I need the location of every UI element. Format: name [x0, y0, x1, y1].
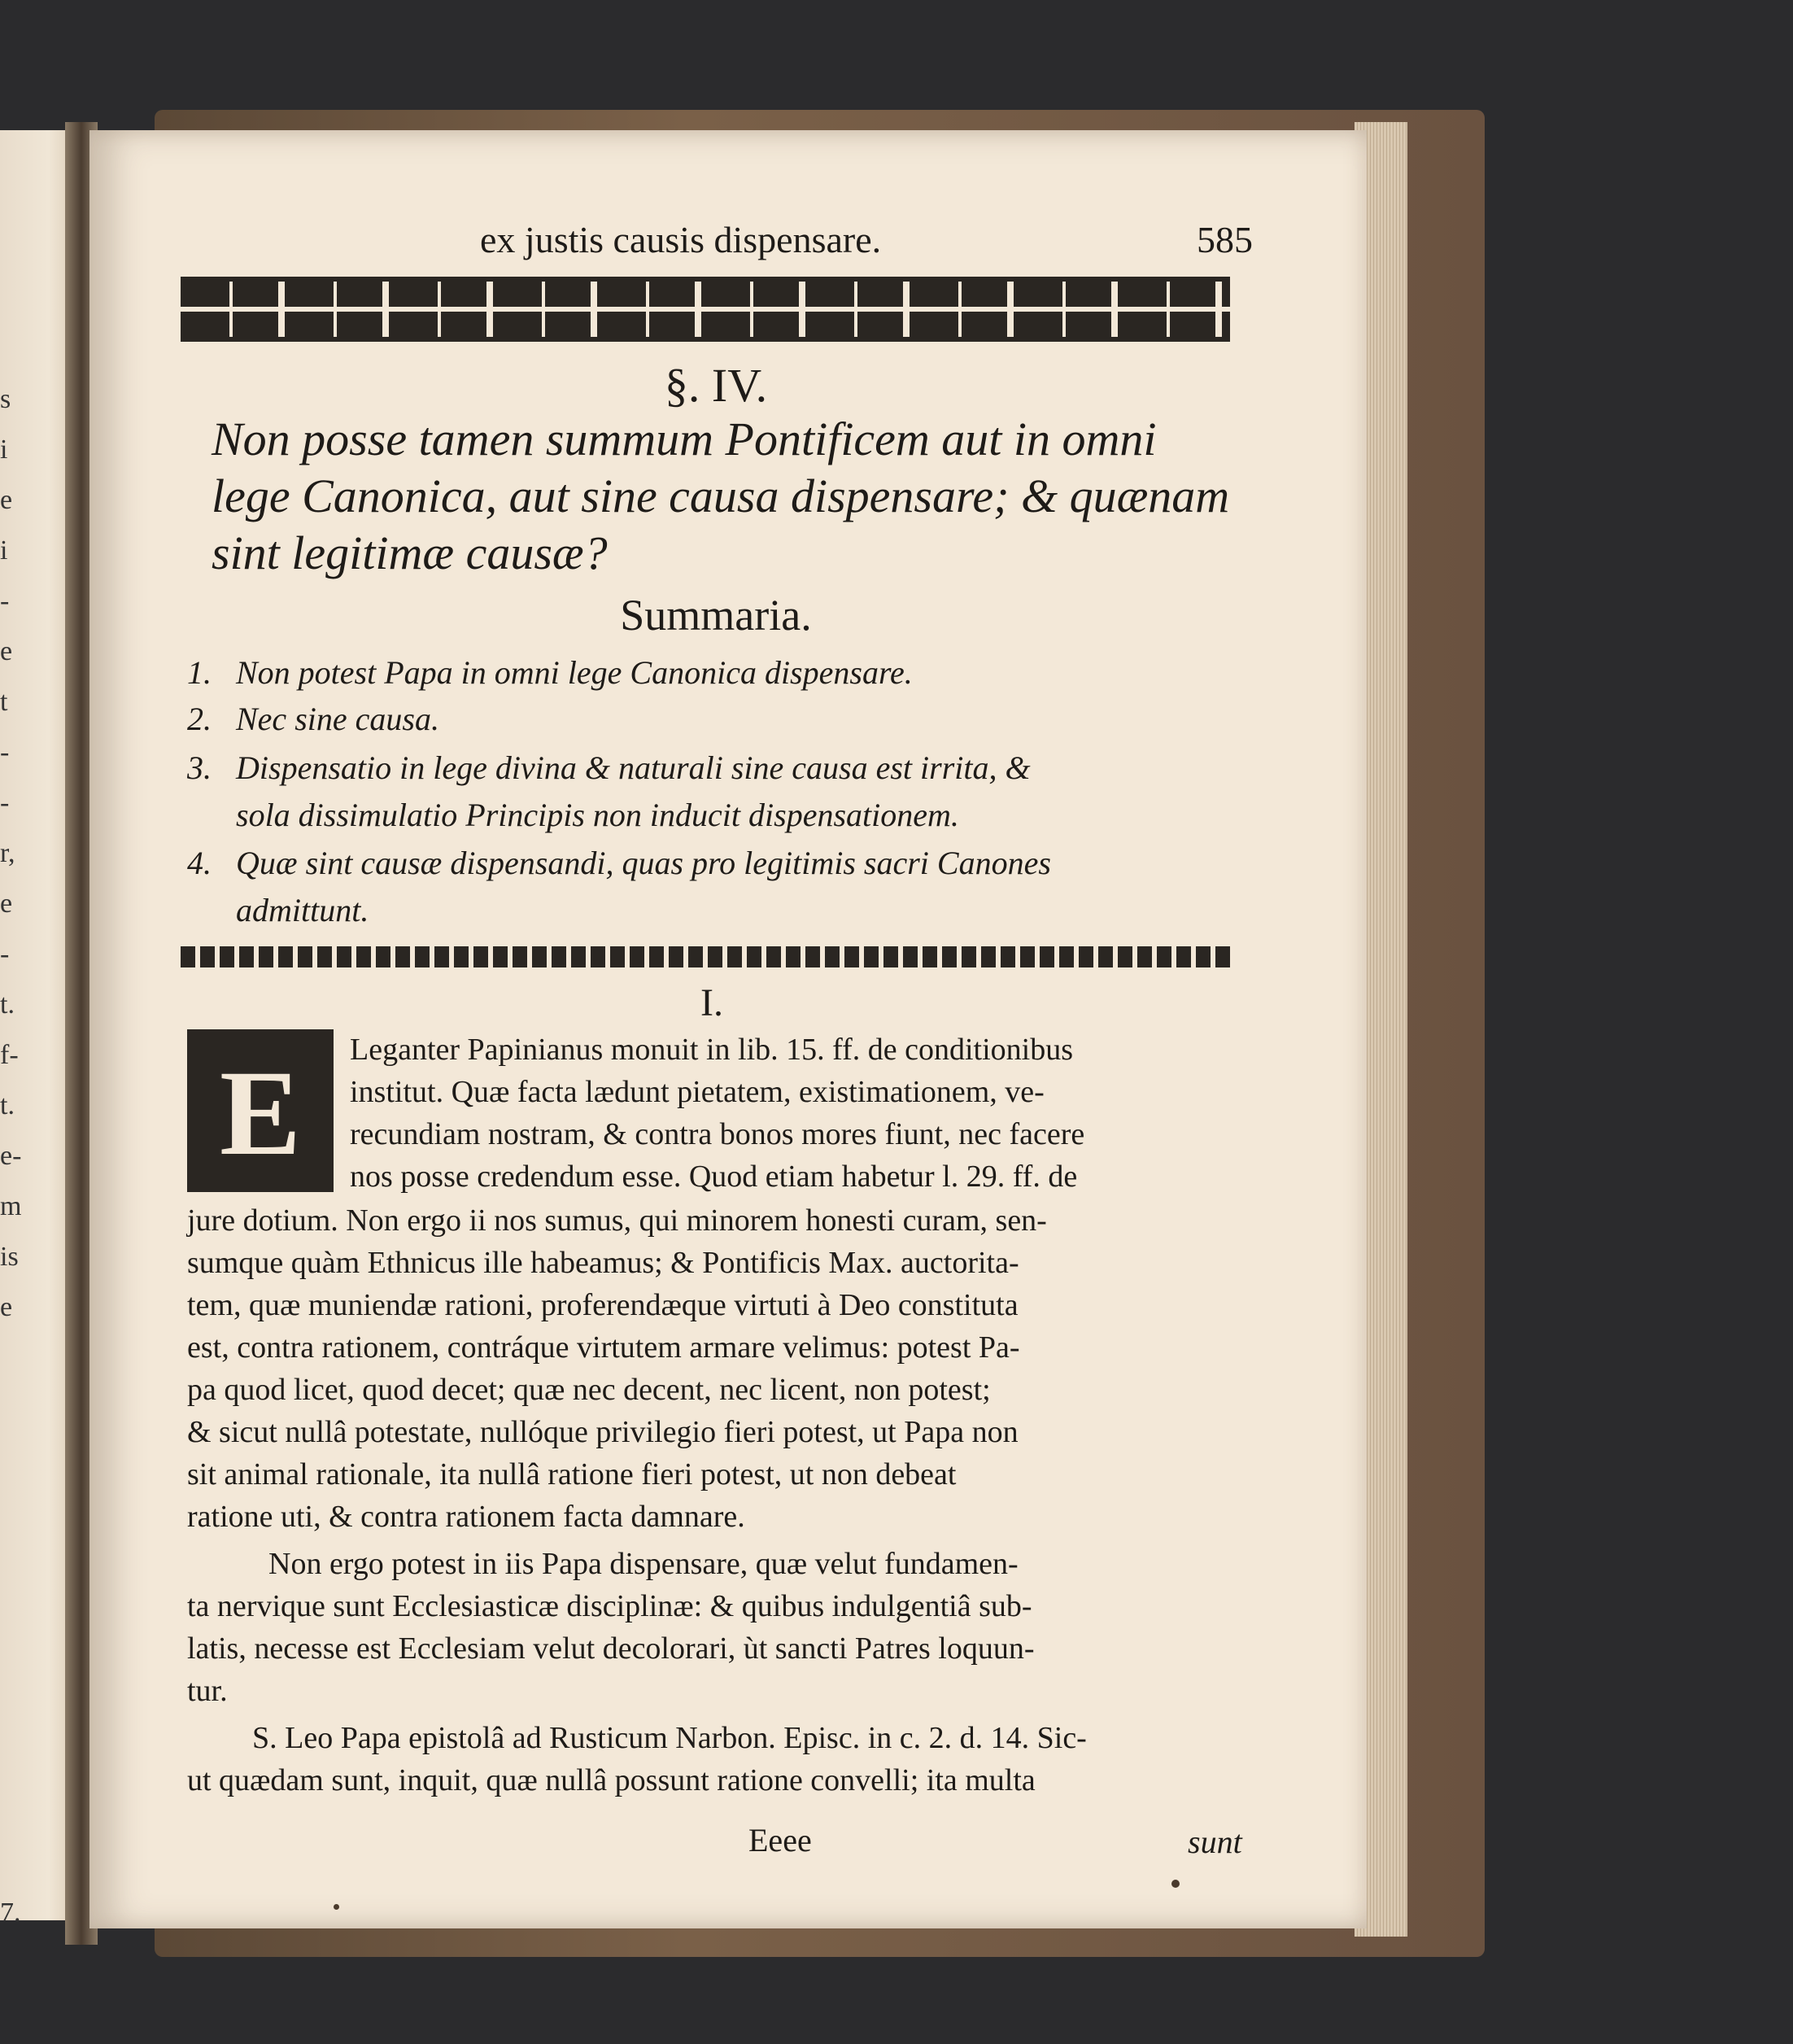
margin-letter: [0, 1535, 24, 1585]
paper-spot: [334, 1904, 339, 1910]
catchword: sunt: [1188, 1823, 1242, 1860]
margin-letter: f-: [0, 1040, 19, 1070]
paper-spot: [1171, 1880, 1180, 1888]
margin-letter: e-: [0, 1141, 22, 1171]
right-page: ex justis causis dispensare. 585 §. IV. Non posse tamen summum Pontificem aut in omni lege Canonica, aut sine causa dispensare; & quænam sint legitimæ causæ? Summaria. 1. Non potest Papa in omni lege Canonica dispensare. 2. Nec sine causa. 3. Dispensatio in lege divina & naturali sine causa est irrita, & sola dissimulatio Principis non inducit dispensationem. 4. Quæ sint causæ dispensandi, quas pro legitimis sacri Canones admittunt. I. E Leganter Papinianus monuit in lib. 15. ff. de conditionibus institut. Quæ facta lædunt pietatem, existimationem, ve- recundiam nostram, & contra bonos mores fiunt, nec facere nos posse credendum esse. Quod etiam habetur l. 29. ff. de jure dotium. Non ergo ii nos sumus, qui minorem honesti curam, sen- sumque quàm Ethnicus ille habeamus; & Pontificis Max. auctorita- tem, quæ muniendæ rationi, proferendæque virtuti à Deo constituta est, contra rationem, contráque virtutem armare velimus: potest Pa- pa quod licet, quod decet; quæ nec decent, nec licent, non potest; & sicut nullâ potestate, nullóque privilegio fieri potest, ut Papa non sit animal rationale, ita nullâ ratione fieri potest, ut non debeat ratione uti, & contra rationem facta damnare. Non ergo potest in iis Papa dispensare, quæ velut fundamen- ta nervique sunt Ecclesiasticæ disciplinæ: & quibus indulgentiâ sub- latis, necesse est Ecclesiam velut decolorari, ùt sancti Patres loquun- tur. S. Leo Papa epistolâ ad Rusticum Narbon. Episc. in c. 2. d. 14. Sic- ut quædam sunt, inquit, quæ nullâ possunt ratione convelli; ita multa Eeee sunt: [89, 130, 1367, 1928]
margin-letter: [0, 1736, 24, 1787]
margin-letter: -: [0, 939, 10, 969]
body-line: ta nervique sunt Ecclesiasticæ disciplinæ: & quibus indulgentiâ sub-: [187, 1589, 1032, 1623]
body-line: pa quod licet, quod decet; quæ nec decent, nec licent, non potest;: [187, 1373, 991, 1407]
margin-letter: r,: [0, 838, 15, 868]
margin-letter: -: [0, 586, 10, 616]
section-number: §. IV.: [664, 359, 768, 412]
margin-letter: [0, 1585, 24, 1636]
body-line: tem, quæ muniendæ rationi, proferendæque virtuti à Deo constituta: [187, 1288, 1019, 1322]
body-line: ut quædam sunt, inquit, quæ nullâ possunt ratione convelli; ita multa: [187, 1763, 1036, 1797]
body-line: est, contra rationem, contráque virtutem armare velimus: potest Pa-: [187, 1330, 1020, 1365]
drop-cap-initial: E: [187, 1029, 334, 1192]
margin-letter: i: [0, 535, 8, 566]
page-number: 585: [1197, 219, 1253, 260]
body-line: tur.: [187, 1674, 228, 1708]
margin-letter: t.: [0, 989, 15, 1020]
margin-letter: -: [0, 737, 10, 767]
margin-letter: [0, 1636, 24, 1686]
margin-letter: is: [0, 1242, 19, 1272]
margin-letter: [0, 1484, 24, 1535]
body-line: sit animal rationale, ita nullâ ratione fieri potest, ut non debeat: [187, 1457, 957, 1492]
body-line: sumque quàm Ethnicus ille habeamus; & Pontificis Max. auctorita-: [187, 1246, 1019, 1280]
margin-letter: e: [0, 1292, 13, 1322]
margin-letter: [0, 1686, 24, 1736]
left-margin-letters: [0, 374, 24, 1938]
body-line: latis, necesse est Ecclesiam velut decolorari, ùt sancti Patres loquun-: [187, 1631, 1035, 1666]
margin-letter: e: [0, 485, 13, 515]
margin-letter: [0, 1787, 24, 1837]
margin-letter: t.: [0, 1090, 15, 1120]
signature-mark: Eeee: [748, 1822, 812, 1858]
margin-letter: s: [0, 384, 11, 414]
body-line: & sicut nullâ potestate, nullóque privilegio fieri potest, ut Papa non: [187, 1415, 1019, 1449]
margin-letter: t: [0, 687, 8, 717]
body-line: nos posse credendum esse. Quod etiam habetur l. 29. ff. de: [350, 1160, 1078, 1194]
body-line: institut. Quæ facta lædunt pietatem, existimationem, ve-: [350, 1075, 1045, 1109]
margin-letter: [0, 1333, 24, 1383]
body-line: recundiam nostram, & contra bonos mores fiunt, nec facere: [350, 1117, 1085, 1151]
body-line: Non ergo potest in iis Papa dispensare, quæ velut fundamen-: [268, 1547, 1019, 1581]
body-line: Leganter Papinianus monuit in lib. 15. ff. de conditionibus: [350, 1033, 1074, 1067]
margin-letter: e: [0, 636, 13, 666]
divider-ornament: [181, 946, 1230, 967]
margin-letter: 7.: [0, 1898, 21, 1928]
body-line: S. Leo Papa epistolâ ad Rusticum Narbon. Episc. in c. 2. d. 14. Sic-: [252, 1721, 1087, 1755]
margin-letter: -: [0, 788, 10, 818]
body-line: jure dotium. Non ergo ii nos sumus, qui minorem honesti curam, sen-: [187, 1203, 1047, 1238]
margin-letter: [0, 1434, 24, 1484]
header-ornament: [181, 277, 1230, 342]
body-line: ratione uti, & contra rationem facta damnare.: [187, 1500, 745, 1534]
summaria-title: Summaria.: [620, 591, 812, 640]
section-heading: Non posse tamen summum Pontificem aut in omni lege Canonica, aut sine causa dispensare; & quænam sint legitimæ causæ?: [212, 413, 1230, 579]
margin-letter: [0, 1383, 24, 1434]
margin-letter: [0, 1837, 24, 1888]
margin-letter: m: [0, 1191, 22, 1221]
paragraph-numeral: I.: [700, 981, 723, 1024]
margin-letter: i: [0, 435, 8, 465]
running-head-title: ex justis causis dispensare.: [480, 219, 882, 260]
margin-letter: e: [0, 889, 13, 919]
